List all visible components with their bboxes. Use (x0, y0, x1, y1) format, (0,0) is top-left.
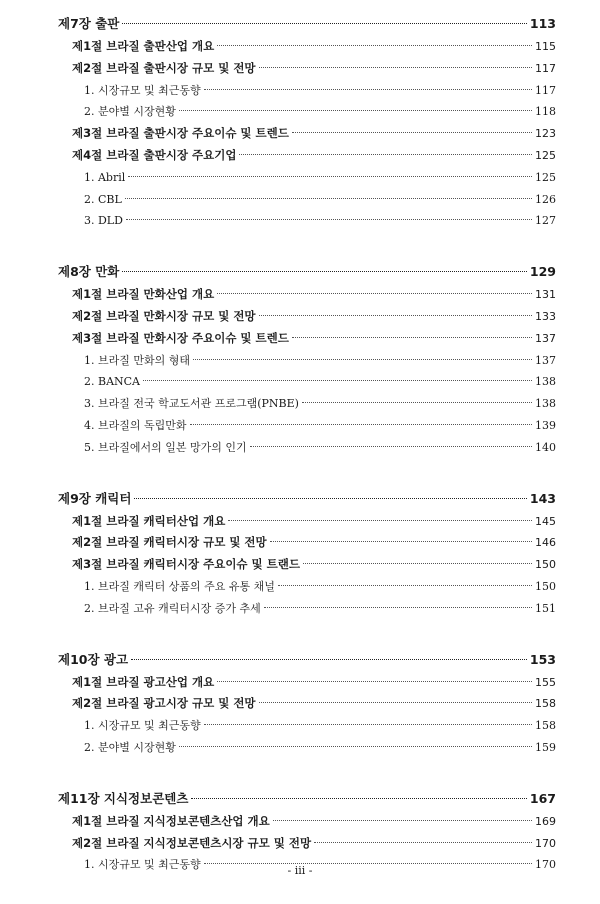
toc-entry-title: 2. 브라질 고유 캐릭터시장 증가 추세 (84, 601, 261, 615)
toc-chapter-block (58, 648, 556, 759)
toc-subsection-entry[interactable] (58, 189, 556, 211)
toc-entry-title: 3. 브라질 전국 학교도서관 프로그램(PNBE) (84, 397, 299, 411)
toc-page-number: 117 (535, 83, 556, 97)
toc-chapter-entry[interactable] (58, 260, 556, 284)
toc-chapter-block (58, 12, 556, 232)
toc-entry-title: 1. 브라질 만화의 형태 (84, 353, 190, 367)
toc-page-number: 117 (535, 61, 556, 75)
toc-section-entry[interactable] (58, 811, 556, 833)
toc-section-entry[interactable] (58, 672, 556, 694)
toc-section-entry[interactable] (58, 123, 556, 145)
dot-leader (302, 402, 532, 403)
dot-leader (250, 446, 532, 447)
page-number: - iii - (287, 864, 313, 877)
toc-page-number: 145 (535, 514, 556, 528)
table-of-contents (58, 12, 556, 904)
dot-leader (292, 132, 532, 133)
toc-section-entry[interactable] (58, 554, 556, 576)
toc-page-number: 139 (535, 418, 556, 432)
toc-chapter-block (58, 487, 556, 620)
dot-leader (122, 23, 527, 24)
dot-leader (259, 702, 532, 703)
toc-subsection-entry[interactable] (58, 715, 556, 737)
toc-page-number: 113 (529, 16, 556, 31)
toc-page-number: 155 (535, 675, 556, 689)
toc-page-number: 138 (535, 397, 556, 411)
toc-entry-title: 제4절 브라질 출판시장 주요기업 (72, 147, 237, 162)
toc-entry-title: 2. CBL (84, 192, 122, 206)
toc-section-entry[interactable] (58, 58, 556, 80)
dot-leader (273, 820, 532, 821)
toc-page-number: 133 (535, 309, 556, 323)
toc-entry-title: 제10장 광고 (58, 651, 129, 667)
toc-entry-title: 2. 분야별 시장현황 (84, 740, 176, 754)
toc-page-number: 143 (529, 490, 556, 506)
toc-subsection-entry[interactable] (58, 167, 556, 189)
toc-entry-title: 제1절 브라질 만화산업 개요 (72, 287, 215, 302)
toc-chapter-entry[interactable] (58, 787, 556, 811)
dot-leader (122, 271, 527, 272)
toc-entry-title: 1. 브라질 캐릭터 상품의 주요 유통 채널 (84, 579, 275, 593)
toc-entry-title: 1. 시장규모 및 최근동향 (84, 83, 201, 97)
toc-section-entry[interactable] (58, 693, 556, 715)
toc-entry-title: 1. Abril (84, 170, 126, 184)
toc-entry-title: 제9장 캐릭터 (58, 490, 132, 506)
toc-section-entry[interactable] (58, 284, 556, 306)
toc-entry-title: 제7장 출판 (58, 16, 120, 31)
toc-subsection-entry[interactable] (58, 371, 556, 393)
toc-page-number: 150 (535, 558, 556, 572)
toc-section-entry[interactable] (58, 532, 556, 554)
toc-entry-title: 제2절 브라질 만화시장 규모 및 전망 (72, 308, 256, 323)
dot-leader (239, 154, 532, 155)
toc-entry-title: 제3절 브라질 캐릭터시장 주요이슈 및 트랜드 (72, 557, 300, 572)
toc-page-number: 140 (535, 440, 556, 454)
toc-section-entry[interactable] (58, 306, 556, 328)
toc-entry-title: 제2절 브라질 광고시장 규모 및 전망 (72, 696, 256, 711)
toc-subsection-entry[interactable] (58, 737, 556, 759)
toc-page-number: 167 (529, 790, 556, 806)
toc-subsection-entry[interactable] (58, 80, 556, 102)
toc-entry-title: 1. 시장규모 및 최근동향 (84, 719, 201, 733)
toc-entry-title: 2. BANCA (84, 375, 141, 389)
toc-page-number: 170 (535, 836, 556, 850)
dot-leader (128, 176, 532, 177)
dot-leader (228, 520, 532, 521)
dot-leader (143, 380, 532, 381)
toc-subsection-entry[interactable] (58, 210, 556, 232)
toc-entry-title: 2. 분야별 시장현황 (84, 105, 176, 119)
toc-chapter-entry[interactable] (58, 487, 556, 511)
dot-leader (179, 746, 532, 747)
dot-leader (278, 585, 532, 586)
toc-page-number: 151 (535, 601, 556, 615)
dot-leader (204, 89, 532, 90)
dot-leader (259, 315, 532, 316)
dot-leader (270, 541, 532, 542)
toc-entry-title: 제11장 지식정보콘텐츠 (58, 790, 189, 806)
dot-leader (191, 798, 526, 799)
toc-page-number: 158 (535, 697, 556, 711)
toc-chapter-block (58, 260, 556, 458)
dot-leader (190, 424, 533, 425)
dot-leader (217, 681, 532, 682)
dot-leader (303, 563, 532, 564)
toc-page-number: 169 (535, 814, 556, 828)
toc-section-entry[interactable] (58, 833, 556, 855)
toc-page-number: 170 (535, 858, 556, 872)
toc-entry-title: 제2절 브라질 출판시장 규모 및 전망 (72, 60, 256, 75)
toc-page-number: 115 (535, 40, 556, 53)
toc-entry-title: 제3절 브라질 출판시장 주요이슈 및 트렌드 (72, 126, 289, 141)
toc-entry-title: 제8장 만화 (58, 264, 120, 280)
dot-leader (204, 724, 532, 725)
toc-entry-title: 1. 시장규모 및 최근동향 (84, 858, 201, 872)
toc-page-number: 118 (535, 105, 556, 119)
toc-page-number: 129 (529, 264, 556, 280)
toc-page-number: 146 (535, 536, 556, 550)
dot-leader (131, 659, 527, 660)
toc-page-number: 137 (535, 353, 556, 367)
dot-leader (179, 110, 532, 111)
toc-page-number: 125 (535, 148, 556, 162)
toc-subsection-entry[interactable] (58, 350, 556, 372)
toc-entry-title: 제2절 브라질 지식정보콘텐츠시장 규모 및 전망 (72, 835, 312, 850)
toc-entry-title: 제3절 브라질 만화시장 주요이슈 및 트렌드 (72, 330, 289, 345)
toc-entry-title: 3. DLD (84, 214, 123, 228)
toc-chapter-block (58, 787, 556, 876)
toc-entry-title: 4. 브라질의 독립만화 (84, 418, 187, 432)
toc-page-number: 138 (535, 375, 556, 389)
dot-leader (292, 337, 532, 338)
dot-leader (217, 45, 532, 46)
toc-subsection-entry[interactable] (58, 576, 556, 598)
toc-entry-title: 제1절 브라질 출판산업 개요 (72, 39, 215, 53)
dot-leader (259, 67, 532, 68)
toc-entry-title: 제1절 브라질 지식정보콘텐츠산업 개요 (72, 813, 270, 828)
toc-section-entry[interactable] (58, 36, 556, 58)
dot-leader (314, 842, 532, 843)
toc-page-number: 159 (535, 740, 556, 754)
toc-page-number: 131 (535, 288, 556, 302)
toc-page-number: 123 (535, 127, 556, 141)
dot-leader (217, 293, 532, 294)
toc-subsection-entry[interactable] (58, 101, 556, 123)
toc-page-number: 127 (535, 214, 556, 228)
toc-page-number: 153 (529, 651, 556, 667)
dot-leader (125, 198, 532, 199)
toc-entry-title: 제2절 브라질 캐릭터시장 규모 및 전망 (72, 535, 267, 550)
toc-chapter-entry[interactable] (58, 12, 556, 36)
toc-entry-title: 5. 브라질에서의 일본 망가의 인기 (84, 440, 247, 454)
toc-section-entry[interactable] (58, 511, 556, 533)
toc-page-number: 125 (535, 170, 556, 184)
dot-leader (126, 219, 532, 220)
dot-leader (264, 607, 532, 608)
toc-subsection-entry[interactable] (58, 415, 556, 437)
toc-page-number: 137 (535, 331, 556, 345)
toc-entry-title: 제1절 브라질 캐릭터산업 개요 (72, 513, 226, 528)
toc-page-number: 158 (535, 719, 556, 733)
toc-page-number: 150 (535, 579, 556, 593)
toc-subsection-entry[interactable] (58, 437, 556, 459)
toc-page-number: 126 (535, 192, 556, 206)
toc-subsection-entry[interactable] (58, 598, 556, 620)
toc-subsection-entry[interactable] (58, 393, 556, 415)
toc-chapter-entry[interactable] (58, 648, 556, 672)
dot-leader (134, 498, 526, 499)
toc-section-entry[interactable] (58, 328, 556, 350)
toc-section-entry[interactable] (58, 145, 556, 167)
dot-leader (193, 359, 532, 360)
toc-entry-title: 제1절 브라질 광고산업 개요 (72, 674, 215, 689)
